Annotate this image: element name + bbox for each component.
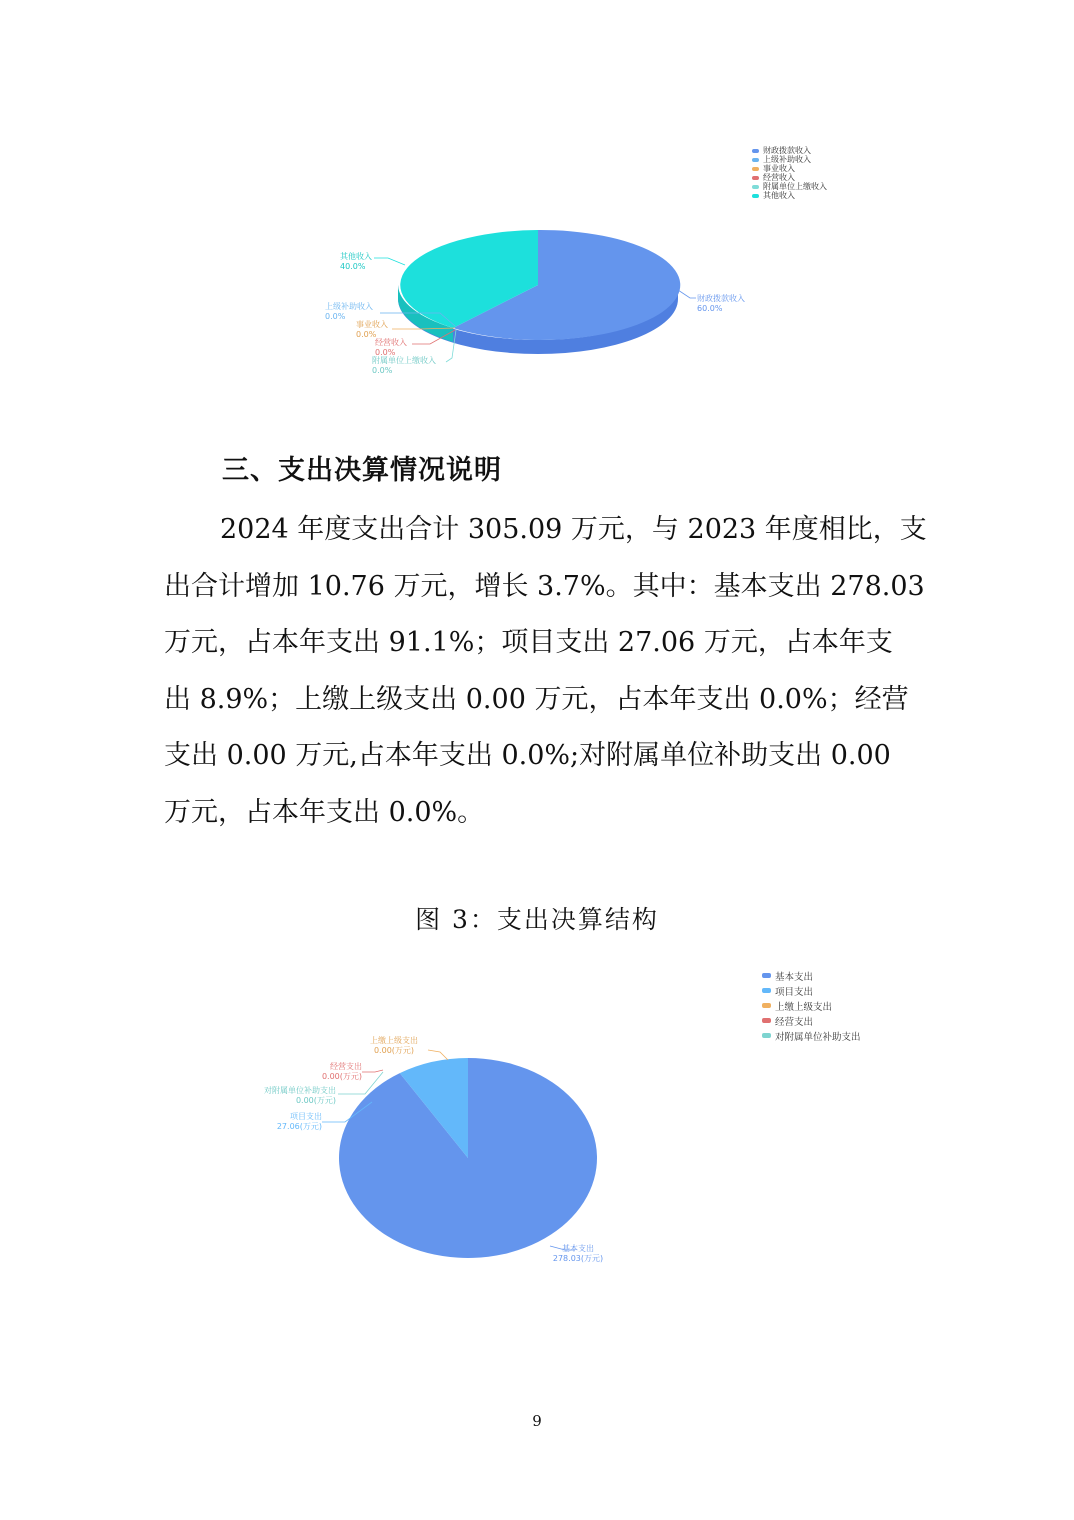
slice-value: 0.0% (356, 330, 377, 339)
slice-name: 经营收入 (375, 338, 407, 347)
slice-name: 经营支出 (330, 1062, 362, 1071)
slice-value: 0.00(万元) (321, 1072, 362, 1081)
page-number: 9 (532, 1412, 542, 1430)
chart2-pie (0, 1000, 1074, 1300)
chart1-label-financial (697, 294, 745, 314)
legend-swatch (762, 973, 771, 978)
chart2-label-basic (548, 1244, 608, 1264)
slice-name: 事业收入 (356, 320, 388, 329)
section-heading: 三、支出决算情况说明 (222, 455, 502, 486)
leader-line (374, 258, 405, 265)
chart2-label-remit (360, 1036, 428, 1056)
leader-line (428, 1050, 448, 1060)
slice-value: 0.0% (372, 366, 393, 375)
paragraph-line: 支出 0.00 万元,占本年支出 0.0%;对附属单位补助支出 0.00 (164, 740, 891, 771)
paragraph-line: 万元，占本年支出 91.1%；项目支出 27.06 万元，占本年支 (164, 627, 893, 658)
slice-value: 0.0% (325, 312, 346, 321)
slice-value: 40.0% (340, 262, 366, 271)
slice-name: 基本支出 (562, 1244, 594, 1253)
legend-label: 上缴上级支出 (775, 1001, 833, 1013)
slice-value: 27.06(万元) (276, 1122, 322, 1131)
legend-label: 事业收入 (763, 164, 795, 173)
chart1-label-business (356, 320, 388, 340)
slice-value: 60.0% (697, 304, 723, 313)
section-paragraph (164, 502, 927, 841)
slice-name: 附属单位上缴收入 (372, 356, 436, 365)
slice-name: 对附属单位补助支出 (264, 1086, 336, 1095)
slice-name: 其他收入 (340, 252, 372, 261)
slice-name: 上级补助收入 (325, 302, 373, 311)
legend-label: 财政拨款收入 (763, 146, 811, 155)
slice-value: 0.00(万元) (373, 1046, 415, 1055)
chart2-label-project (262, 1112, 322, 1132)
legend-label: 项目支出 (775, 986, 814, 998)
chart1-label-other (340, 252, 372, 272)
slice-name: 上缴上级支出 (370, 1036, 418, 1045)
chart2-label-operating (302, 1062, 362, 1082)
legend-label: 基本支出 (775, 971, 814, 983)
chart1-label-subsidiary (372, 356, 436, 376)
paragraph-line: 2024 年度支出合计 305.09 万元，与 2023 年度相比，支 (220, 514, 927, 545)
slice-value: 0.0% (375, 348, 396, 357)
legend-label: 附属单位上缴收入 (763, 182, 827, 191)
chart1-pie (0, 0, 1074, 420)
slice-name: 项目支出 (290, 1112, 322, 1121)
slice-value: 278.03(万元) (552, 1254, 604, 1263)
legend-label: 对附属单位补助支出 (775, 1031, 861, 1043)
paragraph-line: 出 8.9%；上缴上级支出 0.00 万元，占本年支出 0.0%；经营 (164, 683, 909, 715)
legend-label: 其他收入 (763, 191, 795, 200)
legend-label: 经营支出 (775, 1016, 814, 1028)
leader-line (678, 290, 696, 298)
figure-caption: 图 3：支出决算结构 (415, 905, 659, 934)
legend-label: 经营收入 (763, 173, 795, 182)
chart2-legend-item (762, 983, 861, 998)
legend-label: 上级补助收入 (763, 155, 811, 164)
slice-value: 0.00(万元) (295, 1096, 336, 1105)
chart1-label-operating (375, 338, 407, 358)
slice-name: 财政拨款收入 (697, 294, 745, 303)
chart2-label-subsidiary (238, 1086, 336, 1106)
legend-swatch (762, 988, 771, 993)
chart2-legend-item (762, 968, 861, 983)
leader-line (362, 1070, 383, 1072)
paragraph-line: 出合计增加 10.76 万元，增长 3.7%。其中：基本支出 278.03 (164, 570, 925, 602)
paragraph-line: 万元，占本年支出 0.0%。 (164, 796, 485, 828)
chart1-label-superior (325, 302, 373, 322)
